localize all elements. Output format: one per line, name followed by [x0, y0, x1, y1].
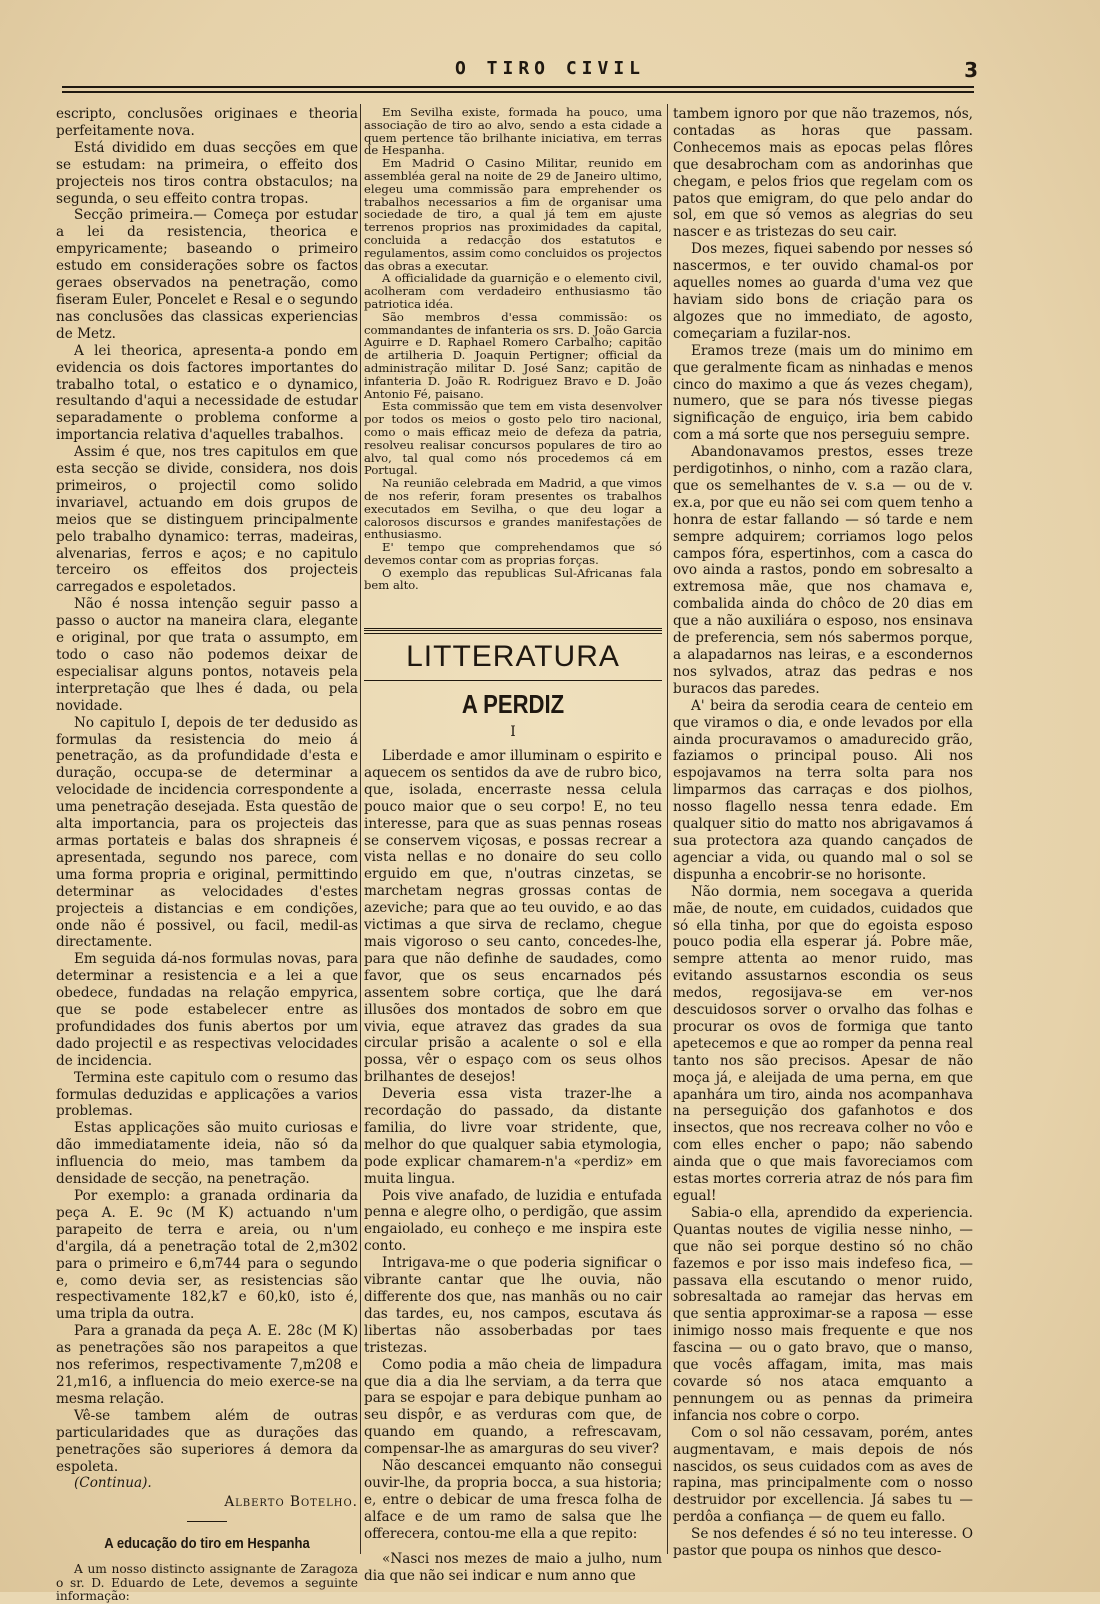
- paragraph: Deveria essa vista trazer-lhe a recordação do passado, da distante familia, do livre voar stridente, que, melhor do que qualquer sabia etymologia, pode explicar chamarem-n'a «perdiz» em muita lingua.: [364, 1086, 662, 1187]
- paragraph: Como podia a mão cheia de limpadura que dia a dia lhe serviam, a da terra que para se espojar e para debique punham ao seu dispôr, e as verduras com que, de quando em quando, a refrescavam, compensar-lhe as amarguras do seu viver?: [364, 1356, 662, 1458]
- paragraph: No capitulo I, depois de ter dedusido as formulas da resistencia do meio á penetração, as da profundidade d'esta e duração, occupa-se de determinar a velocidade de incidencia correspondente a uma penetração desejada. Esta questão de alta importancia, para os projecteis das armas portateis e balas dos shrapneis é apresentada, segundo nos parece, com uma forma propria e original, permittindo determinar as velocidades d'estes projecteis a distancias e em condições, onde não é possivel, ou facil, medil-as directamente.: [56, 714, 358, 951]
- paragraph: E' tempo que comprehendamos que só devemos contar com as proprias forças.: [364, 540, 662, 567]
- author-signature: Alberto Botelho.: [224, 1494, 358, 1511]
- paragraph: A officialidade da guarnição e o elemento civil, acolheram com verdadeiro enthusiasmo tão patriotica idéa.: [364, 271, 662, 311]
- section-rule: [364, 680, 662, 681]
- column-2-top: [364, 106, 662, 592]
- section-title: LITTERATURA: [406, 640, 620, 673]
- paragraph: Em Sevilha existe, formada ha pouco, uma associação de tiro ao alvo, sendo a esta cidade a quem pertence tão brilhante iniciativa, em terras de Hespanha.: [364, 105, 662, 158]
- column-1: [56, 106, 358, 1604]
- paragraph: tambem ignoro por que não trazemos, nós, contadas as horas que passam. Conhecemos mais as epocas pelas flôres que desabrocham com as andorinhas que chegam, e pelos frios que regelam com os patos que emigram, do que pelo andar do sol, em que só vemos as alegrias do seu nascer e as tristezas do seu cair.: [673, 106, 973, 241]
- story-title: A PERDIZ: [461, 689, 565, 719]
- continua-note: (Continua).: [74, 1475, 152, 1492]
- paragraph: Abandonavamos prestos, esses treze perdigotinhos, o ninho, com a razão clara, que os semelhantes de v. s.a — ou de v. ex.a, por que eu não sei com quem tenho a honra de estar fallando — só tarde e nem sempre adquirem; corriamos logo pelos campos fóra, espertinhos, com a casca do ovo ainda a rastos, pondo em sobresalto a extremosa mãe, que nos chamava e, combalida ainda do chôco de 20 dias em que a não auxiliára o esposo, nos ensinava de preferencia, sem nós sabermos porque, a alapadarnos nas leiras, e a escondernos nos sylvados, atraz das pedras e nos buracos das paredes.: [673, 444, 973, 697]
- section-divider: [187, 1521, 227, 1522]
- page-number: 3: [964, 58, 978, 82]
- paragraph: Para a granada da peça A. E. 28c (M K) as penetrações são nos parapeitos a que nos referimos, respectivamente 7,m208 e 21,m16, a influencia do meio exerce-se na mesma relação.: [56, 1323, 358, 1407]
- paragraph: Na reunião celebrada em Madrid, a que vimos de nos referir, foram presentes os trabalhos executados em Sevilha, o que deu logar a calorosos discursos e grandes manifestações de enthusiasmo.: [364, 476, 662, 542]
- article-subhead: A educação do tiro em Hespanha: [104, 1536, 310, 1553]
- paragraph: Em Madrid O Casino Militar, reunido em assembléa geral na noite de 29 de Janeiro ultimo, elegeu uma commissão para emprehender os trabalhos necessarios a fim de organisar uma sociedade de tiro, a qual já tem em ajuste terrenos proprios nas proximidades da capital, concluida a redacção dos estatutos e regulamentos, assim como concluidos os projectos das obras a executar.: [364, 156, 662, 273]
- paragraph: Secção primeira.— Começa por estudar a lei da resistencia, theorica e empyricamente; baseando o primeiro estudo em considerações sobre os factos geraes observados na penetração, como fiseram Euler, Poncelet e Resal e o segundo nas conclusões das classicas experiencias de Metz.: [56, 207, 358, 342]
- paragraph: «Nasci nos mezes de maio a julho, num dia que não sei indicar e num anno que: [364, 1550, 662, 1584]
- paragraph: Pois vive anafado, de luzidia e entufada penna e alegre olho, o perdigão, que assim engaiolado, eu conheço e me inspira este conto.: [364, 1187, 662, 1255]
- chapter-number: I: [510, 724, 516, 740]
- paragraph: Termina este capitulo com o resumo das formulas deduzidas e applicações a varios problemas.: [56, 1069, 358, 1120]
- paragraph: Eramos treze (mais um do minimo em que geralmente ficam as ninhadas e menos cinco do maximo a que ás vezes chegam), numero, que se para nós tivesse piegas significação de enguiço, iria bem cabido com a má sorte que nos perseguiu sempre.: [673, 342, 973, 444]
- column-divider: [667, 104, 668, 1554]
- paragraph: Em seguida dá-nos formulas novas, para determinar a resistencia e a lei a que obedece, fundadas na relação empyrica, que se pode estabelecer entre as profundidades dos funis abertos por um dado projectil e as respectivas velocidades de incidencia.: [56, 951, 358, 1069]
- paragraph: Por exemplo: a granada ordinaria da peça A. E. 9c (M K) actuando n'um parapeito de terra e areia, ou n'um d'argila, dá a penetração total de 2,m302 para o primeiro e 6,m744 para o segundo e, como devia ser, as resistencias são respectivamente 182,k7 e 60,k0, isto é, uma tripla da outra.: [56, 1188, 358, 1323]
- paragraph: Intrigava-me o que poderia significar o vibrante cantar que lhe ouvia, não differente dos que, nas manhãs ou no cair das tardes, eu, nos campos, escutava ás libertas não assoberbadas por taes tristezas.: [364, 1255, 662, 1356]
- paragraph: Assim é que, nos tres capitulos em que esta secção se divide, considera, nos dois primeiros, o projectil como solido invariavel, actuando em dois grupos de meios que se distinguem principalmente pelo trabalho dynamico: terras, madeiras, alvenarias, ferros e aços; e no capitulo terceiro os effeitos dos projecteis carregados e espoletados.: [56, 444, 358, 596]
- column-3: [673, 106, 973, 1560]
- column-2-story: [364, 748, 662, 1584]
- paragraph: Está dividido em duas secções em que se estudam: na primeira, o effeito dos projecteis nos tiros contra obstaculos; na segunda, o seu effeito contra tropas.: [56, 139, 358, 207]
- paragraph: A um nosso distincto assignante de Zaragoza o sr. D. Eduardo de Lete, devemos a seguinte informação:: [56, 1562, 358, 1604]
- header-rule-thin: [62, 92, 974, 93]
- paragraph: Não descancei emquanto não consegui ouvir-lhe, da propria bocca, a sua historia; e, entre o debicar de uma fresca folha de alface e de um ramo de salsa que lhe offerecera, contou-me ella a que repito:: [364, 1458, 662, 1542]
- paragraph: São membros d'essa commissão: os commandantes de infanteria os srs. D. João Garcia Aguirre e D. Raphael Romero Carbalho; capitão de artilheria D. Joaquin Pertigner; official da administração militar D. José Sanz; capitão de infanteria D. João R. Rodriguez Bravo e D. João Antonio Fé, paisano.: [364, 309, 662, 401]
- paragraph: A lei theorica, apresenta-a pondo em evidencia os dois factores importantes do trabalho total, o estatico e o dynamico, resultando d'aqui a necessidade de estudar separadamente o problema conforme a importancia relativa d'aquelles trabalhos.: [56, 342, 358, 444]
- paragraph: Dos mezes, fiquei sabendo por nesses só nascermos, e ter ouvido chamal-os por aquelles nomes ao guarda d'uma vez que haviam sido bons de criação para os algozes que no immediato, de agosto, começariam a fuzilar-nos.: [673, 241, 973, 342]
- literature-section-header: [364, 628, 662, 754]
- column-divider: [360, 104, 361, 1554]
- paragraph: Vê-se tambem além de outras particularidades que as durações das penetrações são superiores á demora da espoleta.: [56, 1407, 358, 1475]
- paragraph: Com o sol não cessavam, porém, antes augmentavam, e mais depois de nós nascidos, os seus cuidados com as aves de rapina, mas principalmente com o nosso destruidor por excellencia. Já sabes tu — perdôa a confiança — de quem eu fallo.: [673, 1424, 973, 1526]
- paragraph: A' beira da serodia ceara de centeio em que viramos o dia, e onde levados por ella ainda procuravamos o amadurecido grão, faziamos o principal pouso. Ali nos espojavamos na terra solta para nos limparmos das carraças e dos piolhos, nosso flagello nessa tenra edade. Em qualquer sitio do matto nos abrigavamos á sua protectora aza quando cançados de agenciar a vida, ou quando mal o sol se dispunha a encobrir-se no horisonte.: [673, 697, 973, 883]
- paragraph: Não é nossa intenção seguir passo a passo o auctor na maneira clara, elegante e original, por que trata o assumpto, em todo o caso não podemos deixar de especialisar alguns pontos, notaveis pela interpretação que lhes é dada, ou pela novidade.: [56, 596, 358, 714]
- paragraph: Se nos defendes é só no teu interesse. O pastor que poupa os ninhos que desco-: [673, 1526, 973, 1560]
- paragraph: Liberdade e amor illuminam o espirito e aquecem os sentidos da ave de rubro bico, que, isolada, encerraste nessa celula pouco maior que o seu corpo! E, no teu interesse, para que as suas pennas roseas se conservem viçosas, e possas recrear a vista nellas e no donaire do seu collo erguido em que, n'outras cinzetas, se marchetam negras grossas contas de azeviche; para que ao teu ouvido, e ao das victimas a que sirva de reclamo, chegue mais vigoroso o seu canto, concedes-lhe, para que não definhe de saudades, como favor, que os seus encarnados pés assentem sobre cortiça, que lhe dará illusões dos montados de sobro em que vivia, eque atravez das grades da sua circular prisão a acalente o sol e ella possa, vêr o espaço com os seus olhos brilhantes de desejos!: [364, 748, 662, 1086]
- paragraph: Não dormia, nem socegava a querida mãe, de noute, em cuidados, cuidados que só ella tinha, por que do egoista esposo pouco podia ella esperar já. Pobre mãe, sempre attenta ao menor ruido, mas evitando assustarnos escondia os seus medos, regosijava-se em ver-nos descuidosos sorver o orvalho das folhas e procurar os ovos de formiga que tanto apetecemos e que ao romper da penna real tanto nos são precisos. Apesar de não moça já, e aleijada de uma perna, em que apanhára um tiro, ainda nos acompanhava na perseguição dos gafanhotos e dos insectos, que nos recreava colher no vôo e com elles encher o papo; não sabendo ainda que o que mais favoreciamos com estas mortes correria atraz de nós para fim egual!: [673, 883, 973, 1204]
- section-rule: [364, 628, 662, 634]
- paragraph: Esta commissão que tem em vista desenvolver por todos os meios o gosto pelo tiro nacional, como o mais efficaz meio de defeza da patria, resolveu realisar concursos populares de tiro ao alvo, tal qual como nós procedemos cá em Portugal.: [364, 399, 662, 478]
- paragraph: Sabia-o ella, aprendido da experiencia. Quantas noutes de vigilia nesse ninho, — que não sei porque destino só no chão fazemos e por isso mais indefeso fica, — passava ella escutando o menor ruido, sobresaltada ao ramejar das hervas em que sentia approximar-se a raposa — esse inimigo nosso mais frequente e que nos fascina — ou o gato bravo, que o manso, que vocês affagam, imita, mas mais covarde só nos ataca emquanto a pennungem ou as pennas da primeira infancia nos cobre o corpo.: [673, 1204, 973, 1424]
- paragraph: Estas applicações são muito curiosas e dão immediatamente ideia, não só da influencia do meio, mas tambem da densidade de secção, na penetração.: [56, 1120, 358, 1188]
- paragraph: escripto, conclusões originaes e theoria perfeitamente nova.: [56, 106, 358, 139]
- newspaper-title: O TIRO CIVIL: [454, 58, 646, 79]
- paragraph: O exemplo das republicas Sul-Africanas fala bem alto.: [364, 565, 662, 593]
